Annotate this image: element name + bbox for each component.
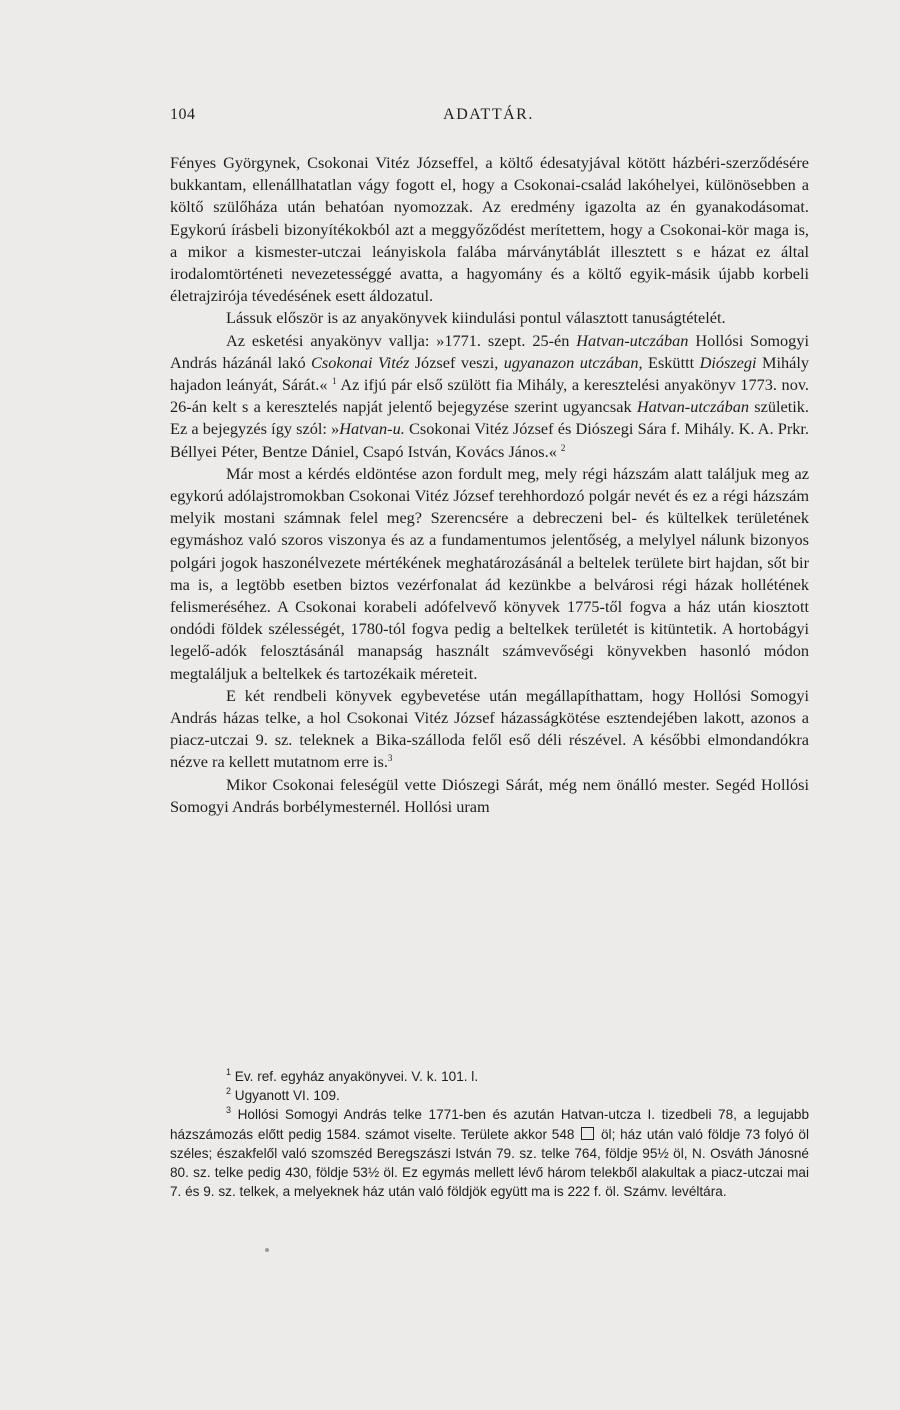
footnotes [170, 1067, 809, 1201]
italic-text: Csokonai Vitéz [311, 352, 410, 372]
text-run: születik. Ez a bejegyzés így szól: » [170, 397, 810, 439]
square-fathom-symbol [581, 1127, 594, 1140]
footnote [170, 1067, 809, 1086]
paragraph [170, 685, 809, 774]
footnote [170, 1086, 809, 1105]
paragraph [170, 152, 809, 307]
footnote-marker: 2 [560, 442, 566, 453]
text-run: Fényes Györgynek, Csokonai Vitéz Józseffel, a költő édesatyjával kötött házbéri-szerződésére bukkantam, ellenállhatatlan vágy fogott el, hogy a Csokonai-család lakóhelyei, különösebben a költő szülőháza után behatóan nyomozzak. Az eredmény igazolta az én gyanakodásomat. Egykorú írásbeli bizonyítékokból azt a meggyőződést merítettem, hogy a Csokonai-kör maga is, a mikor a kismester-utczai leányiskola falába márványtáblát illesztett s e házat ez által irodalomtörténeti nevezetességgé avatta, a hagyomány és a költő egyik-másik újabb korbeli életrajzirója tévedésének esett áldozatul. [170, 153, 809, 306]
page-number: 104 [170, 106, 196, 123]
italic-text: Hatvan-utczában [576, 330, 689, 350]
text-run: József veszi, [409, 352, 504, 372]
page-header [170, 106, 807, 132]
footnote-number: 2 [226, 1086, 232, 1097]
footnote-marker: 1 [332, 376, 337, 387]
paper-speck [265, 1248, 269, 1252]
text-run: Esküttt [642, 352, 700, 372]
text-run: Hollósi Somogyi András házánál lakó [170, 330, 809, 372]
text-run: Ev. ref. egyház anyakönyvei. V. k. 101. l. [231, 1069, 479, 1084]
text-run: Már most a kérdés eldöntése azon fordult meg, mely régi házszám alatt találjuk meg az egykorú adólajstromokban Csokonai Vitéz József terehhordozó polgár nevét és ez a régi házszám melyik mostani számnak felel meg? Szerencsére a debreczeni bel- és kültelkek területének egymáshoz való szoros viszonya és az a fundamentumos jelentőség, a melylyel nálunk bizonyos polgári jogok haszonélvezete mértékének meghatározásánál a beltelek területe birt hajdan, sőt bir ma is, a legtöbb esetben biztos vezérfonalat ád kezünkbe a belvárosi régi házak hollétének felismeréséhez. A Csokonai korabeli adófelvevő könyvek 1775-től fogva a ház után kiosztott ondódi földek szélességét, 1780-tól fogva pedig a beltelkek területét is kitüntetik. A hortobágyi legelő-adók felosztásánál manapság használt számvevőségi könyvekben hasonló módon megtaláljuk a beltelkek és tartozékaik méreteit. [170, 463, 809, 683]
text-run: Csokonai Vitéz József és Diószegi Sára f. Mihály. K. A. Prkr. Béllyei Péter, Bentze Dániel, Csapó István, Kovács János.« [170, 419, 809, 461]
paragraph [170, 774, 809, 818]
text-run: öl; ház után való földje 73 folyó öl széles; északfelől való szomszéd Beregszászi István 79. sz. telke 764, földje 95½ öl, N. Osváth Jánosné 80. sz. telke pedig 430, földje 53½ öl. Ez egymás mellett lévő három telekből alakultak a piacz-utczai mai 7. és 9. sz. telkek, a melyeknek ház után való földjök együtt ma is 222 f. öl. Számv. levéltára. [170, 1126, 809, 1200]
text-run: Mihály hajadon leányát, Sárát.« [170, 352, 809, 395]
italic-text: Hatvan-u. [339, 419, 405, 439]
text-run: Az ifjú pár első szülött fia Mihály, a keresztelési anyakönyv 1773. nov. 26-án kelt s a keresztelés napját jelentő bejegyzése szerint ugyancsak [170, 375, 809, 417]
paragraph [170, 330, 809, 463]
running-title: ADATTÁR. [443, 106, 534, 123]
paragraph [170, 463, 809, 685]
text-run: E két rendbeli könyvek egybevetése után megállapíthattam, hogy Hollósi Somogyi András házas telke, a hol Csokonai Vitéz József házasságkötése esztendejében lakott, azonos a piacz-utczai 9. sz. teleknek a Bika-szálloda felől eső déli részével. A későbbi elmondandókra nézve ra kellett mutatnom erre is. [170, 685, 809, 772]
text-run: Mikor Csokonai feleségül vette Diószegi Sárát, még nem önálló mester. Segéd Hollósi Somogyi András borbélymesternél. Hollósi uram [170, 774, 809, 816]
text-run: Az esketési anyakönyv vallja: »1771. szept. 25-én [226, 330, 577, 350]
italic-text: ugyanazon utczában, [503, 352, 643, 372]
footnote-number: 1 [226, 1067, 232, 1077]
text-run: Hollósi Somogyi András telke 1771-ben és azután Hatvan-utcza I. tizedbeli 78, a legujabb házszámozás előtt pedig 1584. számot viselte. Területe akkor 548 [170, 1107, 809, 1142]
paragraph [170, 307, 809, 329]
italic-text: Hatvan-utczában [636, 397, 750, 417]
body-text [170, 152, 809, 818]
footnote [170, 1105, 809, 1201]
text-run: Lássuk először is az anyakönyvek kiindulási pontul választott tanuságtételét. [226, 308, 726, 328]
footnote-marker: 3 [387, 753, 393, 764]
italic-text: Diószegi [699, 352, 757, 372]
text-run: Ugyanott VI. 109. [231, 1088, 340, 1104]
footnote-number: 3 [226, 1105, 232, 1116]
